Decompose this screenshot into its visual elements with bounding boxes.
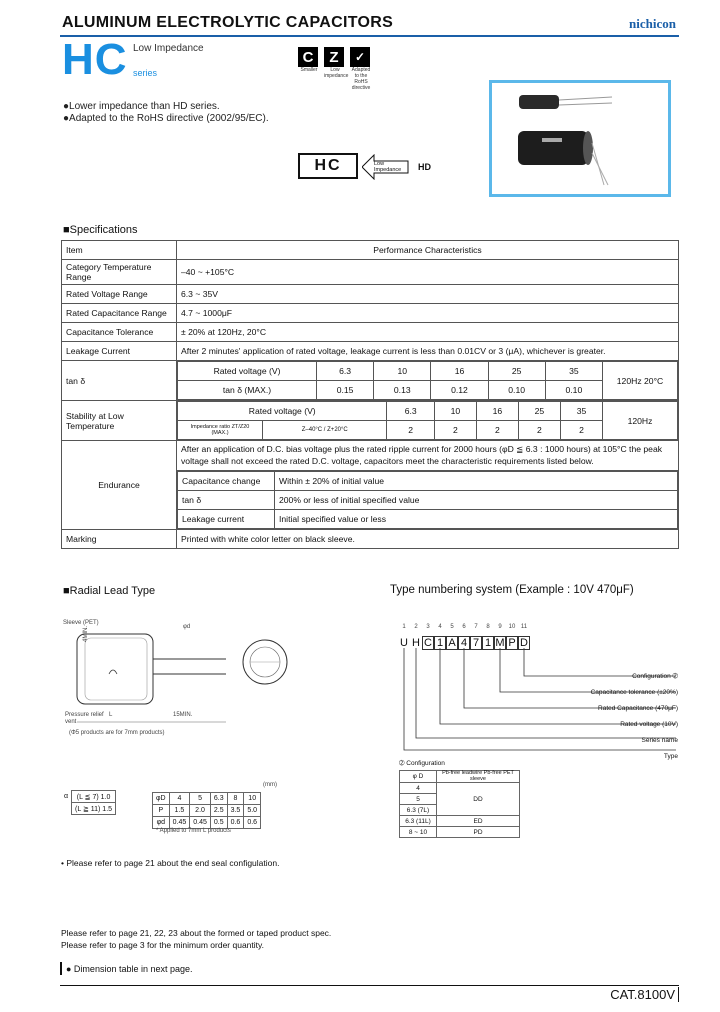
end-view-icon (240, 637, 290, 687)
feature-low-impedance (324, 47, 349, 91)
config-col: Pb-free leadwire Pb-free PET sleeve (437, 771, 520, 783)
smaller-icon: C (298, 47, 318, 67)
spec-label: Stability at Low Temperature (62, 401, 177, 441)
col-item: Item (62, 241, 177, 260)
end-val: Within ± 20% of initial value (275, 472, 678, 491)
dim-table (152, 792, 261, 829)
table-row (62, 285, 679, 304)
tan-val: 0.15 (317, 381, 374, 400)
tan-v: 35 (545, 362, 602, 381)
tn-char: 4 (458, 636, 470, 650)
stab-val: 2 (387, 421, 434, 440)
dim-cell: 0.45 (169, 817, 190, 829)
tn-pos: 9 (498, 624, 502, 630)
dim-header: 6.3 (210, 793, 227, 805)
table-row (62, 401, 679, 441)
end-val: Initial specified value or less (275, 510, 678, 529)
note-dimension: ● Dimension table in next page. (66, 964, 193, 974)
stab-v: 25 (518, 402, 560, 421)
radial-heading: ■Radial Lead Type (63, 585, 156, 597)
table-row (62, 342, 679, 361)
config-cell: 8 ~ 10 (400, 827, 437, 838)
spec-label: Leakage Current (62, 342, 177, 361)
feature-rohs (350, 47, 372, 91)
pressure-label: Pressure relief vent (65, 712, 104, 725)
catalog-number: CAT.8100V (610, 987, 679, 1002)
config-cell: ED (437, 816, 520, 827)
stab-cond-label: Z–40°C / Z+20°C (263, 421, 387, 440)
tn-label: Series name (641, 737, 678, 744)
stab-v: 35 (560, 402, 602, 421)
alpha-table (61, 790, 116, 815)
spec-value: Printed with white color letter on black sleeve. (177, 530, 679, 549)
stab-val: 2 (560, 421, 602, 440)
stab-v: 10 (434, 402, 476, 421)
end-val: 200% or less of initial specified value (275, 491, 678, 510)
radial-note: (Φ5 products are for 7mm products) (69, 730, 165, 736)
dim-cell: 0.6 (244, 817, 261, 829)
tan-val: 0.10 (545, 381, 602, 400)
icon-group (298, 47, 372, 91)
tn-pos: 8 (486, 624, 490, 630)
bullet-1: ●Lower impedance than HD series. (63, 101, 220, 112)
icon-label: Low impedance (324, 67, 349, 79)
table-row (62, 304, 679, 323)
config-table (399, 770, 520, 838)
dim-header: 5 (190, 793, 211, 805)
icon-label: Smaller (300, 67, 318, 73)
config-cell: DD (437, 783, 520, 816)
spec-label: Rated Capacitance Range (62, 304, 177, 323)
dim-header: 8 (227, 793, 244, 805)
sleeve-label: Sleeve (PET) (63, 620, 99, 626)
rohs-icon: ✓ (350, 47, 370, 67)
spec-label: Marking (62, 530, 177, 549)
dim-cell: 2.5 (210, 805, 227, 817)
stab-table (177, 401, 678, 440)
config-cell: 5 (400, 794, 437, 805)
tn-char: 1 (434, 636, 446, 650)
tn-positions (398, 624, 530, 630)
table-row (62, 441, 679, 530)
table-row (62, 323, 679, 342)
stab-rv-label: Rated voltage (V) (178, 402, 387, 421)
flow-arrow (362, 154, 410, 185)
product-photo (489, 80, 671, 197)
dim-cell: 3.5 (227, 805, 244, 817)
config-heading: ➁ Configuration (399, 760, 445, 767)
header-divider (60, 35, 679, 37)
capacitor-photo-icon (492, 83, 668, 194)
spec-label: Capacitance Tolerance (62, 323, 177, 342)
dim-cell: 2.0 (190, 805, 211, 817)
tan-max-label: tan δ (MAX.) (178, 381, 317, 400)
tn-char: 1 (482, 636, 494, 650)
flow-target: HD (418, 162, 431, 172)
series-word: series (133, 68, 158, 78)
dim-cell: P (153, 805, 170, 817)
alpha-key (61, 803, 72, 815)
alpha-val: (L ≦ 7) 1.0 (72, 791, 116, 803)
note-bar (60, 962, 62, 975)
spec-value: 6.3 ~ 35V (177, 285, 679, 304)
feature-smaller (298, 47, 320, 91)
endurance-desc: After an application of D.C. bias voltage plus the rated ripple current for 2000 hours (φD ≦ 6.3 : 1000 hours) at 105°C the peak voltage shall not exceed the rated D.C. voltage, capacitors meet the characteristic requirements listed below. (177, 441, 678, 471)
dim4-label: 4MIN. (83, 625, 89, 642)
config-cell: 6.3 (11L) (400, 816, 437, 827)
tn-pos: 11 (520, 624, 528, 630)
spec-value: ± 20% at 120Hz, 20°C (177, 323, 679, 342)
spec-label: Endurance (62, 441, 177, 530)
phid-label: φd (183, 624, 191, 630)
table-row (62, 260, 679, 285)
alpha-val: (L ≧ 11) 1.5 (72, 803, 116, 815)
stab-v: 16 (476, 402, 518, 421)
bullet-2: ●Adapted to the RoHS directive (2002/95/EC). (63, 113, 269, 124)
bullet-text: Adapted to the RoHS directive (2002/95/EC). (69, 113, 269, 124)
endurance-table (177, 471, 678, 529)
tn-pos: 3 (426, 624, 430, 630)
tan-val: 0.13 (374, 381, 431, 400)
flow-hc-box: HC (298, 153, 358, 179)
config-col: φ D (400, 771, 437, 783)
icon-label: Adapted to the RoHS directive (351, 67, 371, 91)
tn-char: H (412, 637, 420, 649)
tn-char: C (422, 636, 434, 650)
dim-cell: 0.6 (227, 817, 244, 829)
dim-header: 4 (169, 793, 190, 805)
tn-pos: 7 (474, 624, 478, 630)
flow-arrow-text: Low Impedance (374, 161, 402, 173)
radial-diagram (61, 614, 231, 744)
tn-label: Rated Capacitance (470μF) (598, 705, 678, 712)
spec-value: After 2 minutes' application of rated voltage, leakage current is less than 0.01CV or 3 (μA), whichever is greater. (177, 342, 679, 361)
tn-label: Capacitance tolerance (±20%) (590, 689, 678, 696)
tn-pos: 5 (450, 624, 454, 630)
tn-label: Rated voltage (10V) (620, 721, 678, 728)
stab-cond: 120Hz (603, 402, 678, 440)
tan-v: 10 (374, 362, 431, 381)
note-formed: Please refer to page 21, 22, 23 about the formed or taped product spec. (61, 928, 332, 938)
tan-val: 0.10 (488, 381, 545, 400)
config-cell: 4 (400, 783, 437, 794)
spec-label: Category Temperature Range (62, 260, 177, 285)
dim-cell: 0.5 (210, 817, 227, 829)
page-title: ALUMINUM ELECTROLYTIC CAPACITORS (62, 14, 394, 31)
footer-divider (60, 985, 679, 986)
specs-table (61, 240, 679, 549)
tn-char: P (506, 636, 518, 650)
tan-cond: 120Hz 20°C (603, 362, 678, 400)
table-row (62, 361, 679, 401)
dim-cell: 0.45 (190, 817, 211, 829)
dim-note: * Applied to 7mm L products (156, 828, 231, 834)
tan-v: 16 (431, 362, 488, 381)
note-end-seal: • Please refer to page 21 about the end seal configulation. (61, 858, 280, 868)
tn-char: D (518, 636, 530, 650)
config-cell: PD (437, 827, 520, 838)
tan-rv-label: Rated voltage (V) (178, 362, 317, 381)
dim-header: φD (153, 793, 170, 805)
end-view (240, 637, 290, 692)
end-key: Capacitance change (178, 472, 275, 491)
tn-pos: 10 (508, 624, 516, 630)
tn-pos: 2 (414, 624, 418, 630)
spec-label: tan δ (62, 361, 177, 401)
type-numbering-heading: Type numbering system (Example : 10V 470μF) (390, 584, 634, 596)
unit-label: (mm) (263, 782, 277, 788)
tan-table (177, 361, 678, 400)
dim-cell: 5.0 (244, 805, 261, 817)
dim-cell: φd (153, 817, 170, 829)
tn-pos: 4 (438, 624, 442, 630)
spec-label: Rated Voltage Range (62, 285, 177, 304)
series-subtitle: Low Impedance (133, 43, 204, 54)
config-cell: 6.3 (7L) (400, 805, 437, 816)
spec-value: –40 ~ +105°C (177, 260, 679, 285)
tn-char: U (400, 637, 408, 649)
dim-header: 10 (244, 793, 261, 805)
tn-pos: 1 (402, 624, 406, 630)
stab-val: 2 (434, 421, 476, 440)
l-label: L (109, 712, 113, 718)
spec-value: 4.7 ~ 1000μF (177, 304, 679, 323)
tn-labels (591, 669, 678, 765)
tn-char: 7 (470, 636, 482, 650)
brand-logo: nichicon (629, 16, 676, 31)
tn-pos: 6 (462, 624, 466, 630)
tan-v: 25 (488, 362, 545, 381)
bullet-text: Lower impedance than HD series. (69, 101, 220, 112)
stab-val: 2 (476, 421, 518, 440)
alpha-key: α (64, 793, 69, 800)
tan-v: 6.3 (317, 362, 374, 381)
tn-label: Configuration ➁ (632, 673, 678, 680)
stab-ratio-label: Impedance ratio ZT/Z20 (MAX.) (178, 421, 263, 440)
tn-label: Type (663, 753, 678, 760)
table-row (62, 530, 679, 549)
dim15-label: 15MIN. (173, 712, 193, 718)
stab-val: 2 (518, 421, 560, 440)
specs-heading: ■Specifications (63, 224, 138, 236)
end-key: tan δ (178, 491, 275, 510)
tan-val: 0.12 (431, 381, 488, 400)
dim-cell: 1.5 (169, 805, 190, 817)
note-min-order: Please refer to page 3 for the minimum order quantity. (61, 940, 264, 950)
series-code: HC (62, 35, 128, 84)
tn-char: M (495, 637, 505, 649)
col-perf: Performance Characteristics (177, 241, 679, 260)
tn-char: A (446, 636, 458, 650)
stab-v: 6.3 (387, 402, 434, 421)
low-impedance-icon: Z (324, 47, 344, 67)
end-key: Leakage current (178, 510, 275, 529)
